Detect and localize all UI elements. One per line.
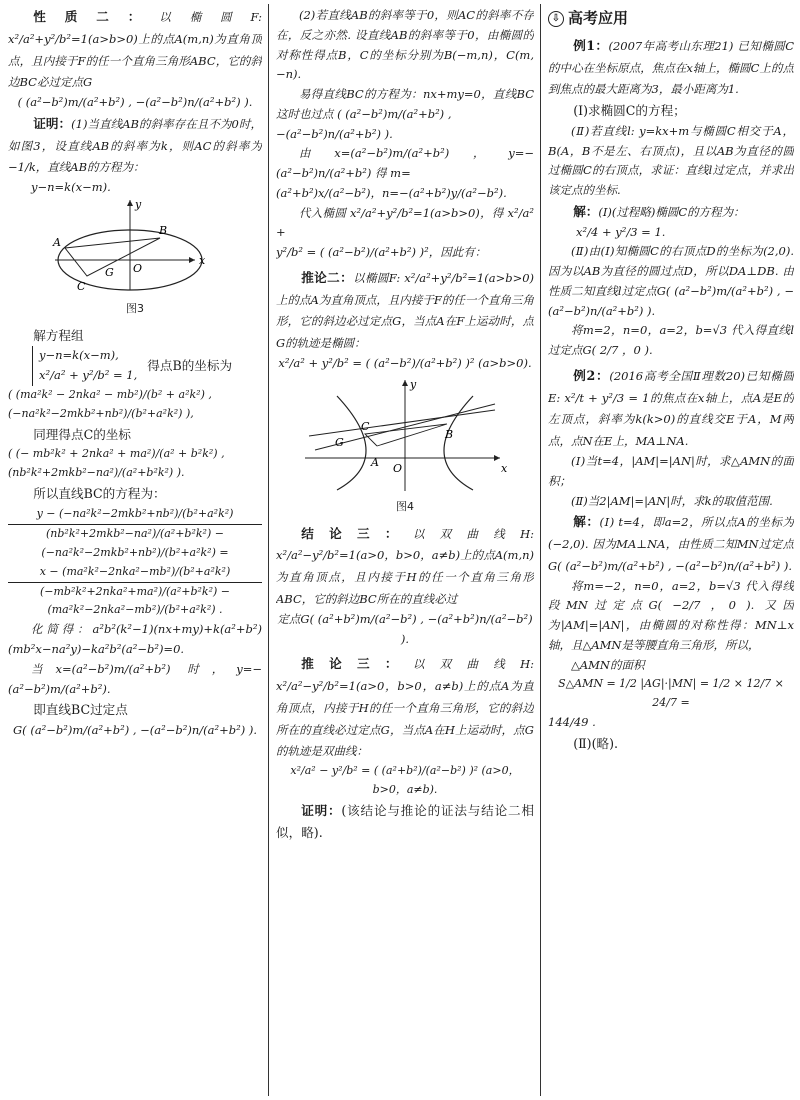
- proof-intro: 证明：(1)当直线AB的斜率存在且不为0时，如图3，设直线AB的斜率为k，则AC的斜率为 −1/k，直线AB的方程为：: [8, 115, 262, 175]
- figure-4-caption: 图4: [396, 499, 414, 513]
- conclusion-three: 结论三：以双曲线H: x²/a²−y²/b²=1(a>0，b>0，a≠b)上的点A(m,n)为直角顶点，且内接于H的任一个直角三角形ABC，它的斜边BC所在的直线必过: [276, 525, 534, 606]
- solution-title: 解：: [573, 203, 599, 219]
- g-point: G( (a²−b²)m/(a²+b²) , −(a²−b²)n/(a²+b²) ).: [13, 723, 257, 738]
- example-1: 例1：(2007年高考山东理21) 已知椭圆C的中心在坐标原点，焦点在x轴上，椭圆C上的点到焦点的最大距离为3，最小距离为1.: [548, 37, 794, 97]
- conclusion-three-point: 定点G( (a²+b²)m/(a²−b²) , −(a²+b²)n/(a²−b²) ).: [277, 611, 533, 646]
- bc-equation-1: y − (−na²k²−2mkb²+nb²)/(b²+a²k²): [8, 505, 262, 525]
- column-3: [548, 6, 794, 1096]
- proof-title: 证明：: [301, 802, 342, 818]
- bc-equation-3: x − (ma²k²−2nka²−mb²)/(b²+a²k²): [8, 563, 262, 583]
- y-axis-arrow: [127, 200, 133, 206]
- example-2-solution-1: 解：(Ⅰ) t=4，即a=2，所以点A的坐标为(−2,0). 因为MA⊥NA，由性质二知MN过定点G( (a²−b²)m/(a²+b²) , −(a²−b²)n/(a²+b²) ).: [548, 514, 794, 573]
- corollary-three-title: 推论三：: [301, 656, 413, 672]
- line-equation: y−n=k(x−m).: [31, 180, 111, 195]
- x-axis-arrow: [494, 455, 500, 461]
- substitute-ellipse: 代入椭圆 x²/a²+y²/b²=1(a>b>0)，得 x²/a² +: [276, 205, 534, 240]
- example-1-question-2: (Ⅱ)若直线l: y=kx+m与椭圆C相交于A，B(A，B不是左、右顶点)，且以AB为直径的圆过椭圆C的右顶点，求证：直线l过定点，并求出该定点的坐标.: [548, 123, 794, 198]
- column-1: [8, 6, 262, 1096]
- bc-line-2: −(a²−b²)n/(a²+b²) ).: [276, 126, 393, 141]
- property-two: [8, 6, 262, 93]
- example-2-solution-2: 将m=−2，n=0，a=2，b=√3 代入得线段MN过定点G( −2/7 ，0 ). 又因为|AM|=|AN|，由椭圆的对称性得：MN⊥x轴，且△AMN是等腰直角三角形，所以，: [548, 578, 794, 652]
- label-b: B: [159, 223, 168, 237]
- y-axis-arrow: [402, 380, 408, 386]
- example-2-area-label: △AMN的面积: [571, 657, 645, 672]
- c-coordinate-y: (nb²k²+2mkb²−na²)/(a²+b²k²) ).: [8, 466, 185, 480]
- bc-label: 所以直线BC的方程为：: [33, 486, 166, 502]
- bc-equation-4: (−mb²k²+2nka²+ma²)/(a²+b²k²) − (ma²k²−2nka²−mb²)/(b²+a²k²) .: [39, 584, 231, 617]
- example-2-question-1: (Ⅰ)当t=4，|AM|=|AN|时，求△AMN的面积；: [548, 454, 794, 488]
- down-arrow-icon: ⇩: [548, 11, 564, 27]
- example-1-solution-3: 将m=2，n=0，a=2，b=√3 代入得直线l过定点G( 2/7 ，0 ).: [548, 323, 794, 358]
- example-1-solution-1: 解：(Ⅰ)(过程略)椭圆C的方程为：: [573, 203, 745, 219]
- c-label: 同理得点C的坐标: [33, 426, 131, 442]
- label-g: G: [335, 435, 344, 449]
- column-divider: [268, 4, 269, 1096]
- example-1-solution-2: (Ⅱ)由(Ⅰ)知椭圆C的右顶点D的坐标为(2,0). 因为以AB为直径的圆过点D，所以DA⊥DB. 由性质二知直线l过定点G( (a²−b²)m/(a²+b²) , −(a²−b²)n/(a²+b²) ).: [548, 244, 794, 318]
- simplified-equation: 化简得：a²b²(k²−1)(nx+my)+k(a²+b²)(mb²x−na²y)−ka²b²(a²−b²)=0.: [8, 622, 262, 657]
- line-g-b: [309, 410, 495, 436]
- section-heading: [548, 6, 794, 32]
- fixed-point-formula: ( (a²−b²)m/(a²+b²) , −(a²−b²)n/(a²+b²) ).: [17, 95, 253, 110]
- label-x: x: [199, 253, 206, 267]
- property-title: 性质二：: [33, 9, 160, 24]
- substitute-ellipse-2: y²/b² = ( (a²−b²)/(a²+b²) )²，因此有：: [276, 245, 487, 260]
- label-o: O: [133, 261, 143, 275]
- label-a: A: [53, 235, 61, 249]
- example-2-part-2: (Ⅱ)(略).: [573, 736, 618, 751]
- corollary-three: 推论三：以双曲线H: x²/a²−y²/b²=1(a>0，b>0，a≠b)上的点A为直角顶点，内接于H的任一个直角三角形，它的斜边所在的直线必过定点G，当点A在H上运动时，点G的轨迹是双曲线：: [276, 656, 534, 759]
- figure-3: [35, 198, 235, 298]
- property-body: 以椭圆F: x²/a²+y²/b²=1(a>b>0)上的点A(m,n)为直角顶点，且内接于F的任一个直角三角形ABC，它的斜边BC必过定点G: [8, 10, 262, 90]
- label-y: y: [410, 377, 417, 391]
- label-b: B: [445, 427, 454, 441]
- conclusion-three-title: 结论三：: [301, 525, 413, 541]
- passes-label: 即直线BC过定点: [33, 702, 128, 718]
- section-heading-text: 高考应用: [568, 9, 629, 27]
- substitution: 当x=(a²−b²)m/(a²+b²) 时，y=−(a²−b²)m/(a²+b²).: [8, 661, 262, 696]
- label-x: x: [501, 461, 508, 475]
- column-2: [276, 6, 534, 1096]
- example-2: 例2：(2016高考全国Ⅱ理数20)已知椭圆E: x²/t + y²/3 = 1的焦点在x轴上，点A是E的左顶点，斜率为k(k>0)的直线交E于A，M两点，点N在E上，MA⊥NA.: [548, 367, 794, 449]
- label-y: y: [135, 197, 142, 211]
- corollary-two: 推论二：以椭圆F: x²/a²+y²/b²=1(a>b>0)上的点A为直角顶点，且内接于F的任一个直角三角形，它的斜边必过定点G，当点A在F上运动时，点G的轨迹是椭圆：: [276, 269, 534, 351]
- bc-equation-2: (nb²k²+2mkb²−na²)/(a²+b²k²) − (−na²k²−2mkb²+nb²)/(b²+a²k²) =: [41, 526, 229, 559]
- example-2-title: 例2：: [573, 367, 610, 383]
- from-equation: 由x=(a²−b²)m/(a²+b²)，y=−(a²−b²)n/(a²+b²) 得 m=: [276, 146, 534, 181]
- column-divider: [540, 4, 541, 1096]
- triangle-abc: [365, 424, 447, 446]
- proof-note: 证明：(该结论与推论的证法与结论二相似，略).: [276, 802, 534, 840]
- label-g: G: [105, 265, 114, 279]
- label-a: A: [371, 455, 379, 469]
- solve-label: 解方程组: [33, 327, 84, 343]
- b-coordinate-y: (−na²k²−2mkb²+nb²)/(b²+a²k²) ),: [8, 406, 194, 420]
- example-1-equation: x²/4 + y²/3 = 1.: [576, 224, 666, 239]
- example-1-question-1: (Ⅰ)求椭圆C的方程；: [573, 103, 686, 119]
- solution-title: 解：: [573, 514, 600, 530]
- x-axis-arrow: [189, 257, 195, 263]
- example-2-area: S△AMN = 1/2 |AG|·|MN| = 1/2 × 12/7 × 24/7 =: [558, 677, 784, 710]
- b-coordinate-x: ( (ma²k² − 2nka² − mb²)/(b² + a²k²) ,: [8, 387, 212, 401]
- bc-line: 易得直线BC的方程为：nx+my=0，直线BC这时也过点 ( (a²−b²)m/(a²+b²) ,: [276, 87, 534, 121]
- part-two: (2)若直线AB的斜率等于0，则AC的斜率不存在，反之亦然. 设直线AB的斜率等于0，由椭圆的对称性得点B，C的坐标分别为B(−m,n)，C(m,−n).: [276, 8, 534, 82]
- example-1-title: 例1：: [573, 37, 609, 53]
- equation-system: y−n=k(x−m), x²/a² + y²/b² = 1, 得点B的坐标为: [8, 346, 262, 386]
- label-o: O: [393, 461, 403, 475]
- figure-3-caption: 图3: [126, 301, 144, 315]
- label-c: C: [361, 419, 370, 433]
- example-2-area-value: 144/49 .: [548, 715, 596, 730]
- proof-title: 证明：: [33, 115, 72, 131]
- corollary-two-equation: x²/a² + y²/b² = ( (a²−b²)/(a²+b²) )² (a>b>0).: [278, 356, 532, 371]
- example-2-question-2: (Ⅱ)当2|AM|=|AN|时，求k的取值范围.: [571, 493, 773, 508]
- figure-4: [295, 376, 515, 496]
- corollary-three-equation: x²/a² − y²/b² = ( (a²+b²)/(a²−b²) )² (a>0，b>0，a≠b).: [290, 764, 520, 797]
- hyperbola-right-branch: [444, 396, 473, 490]
- c-coordinate-x: ( (− mb²k² + 2nka² + ma²)/(a² + b²k²) ,: [8, 447, 225, 461]
- corollary-two-title: 推论二：: [301, 269, 354, 285]
- from-equation-2: (a²+b²)x/(a²−b²)，n=−(a²+b²)y/(a²−b²).: [276, 185, 507, 200]
- label-c: C: [77, 279, 86, 293]
